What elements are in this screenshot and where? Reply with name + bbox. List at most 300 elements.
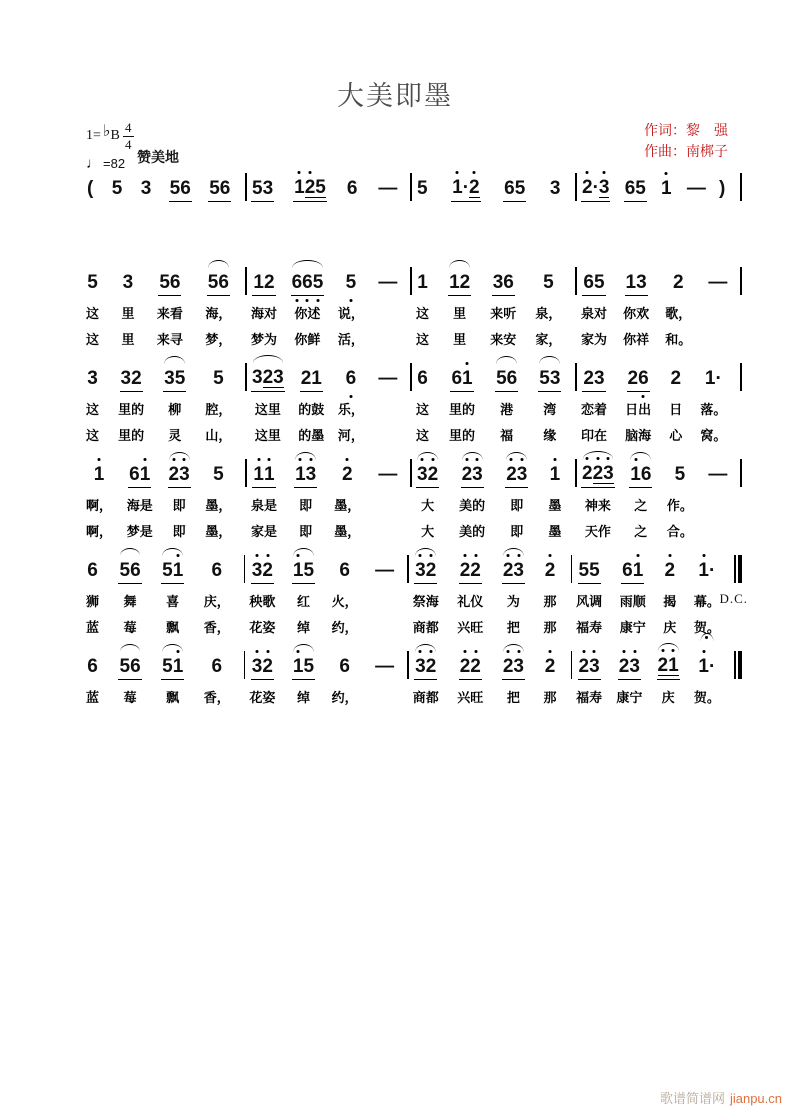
- lyric-syllable: [385, 302, 389, 326]
- note-digit: 2: [506, 464, 517, 485]
- lyric-syllable: 墨，: [334, 498, 361, 513]
- lyric-syllable: [715, 520, 719, 544]
- note-cell: [544, 650, 557, 680]
- note-digit: 6: [339, 656, 350, 677]
- lyric-syllable: 这: [86, 428, 100, 443]
- note-digit: 1: [139, 464, 151, 485]
- note-cell: [704, 362, 723, 392]
- measure: [245, 554, 407, 640]
- lyric-syllable: 海对: [251, 306, 278, 321]
- note-cell: [621, 554, 644, 584]
- note-digit: 3: [513, 560, 524, 581]
- note-digit: 5: [417, 178, 428, 199]
- final-barline: [734, 651, 742, 679]
- note-cell: [459, 650, 482, 680]
- slur-arc: [583, 451, 613, 459]
- note-column: [503, 172, 526, 202]
- composer-credit: 作曲：南梆子: [644, 143, 728, 159]
- note-group: [86, 179, 94, 202]
- note-cell: [672, 266, 685, 296]
- double-underline: [305, 178, 326, 198]
- lyric-syllable: 狮: [86, 594, 100, 609]
- note-digit: 5: [87, 272, 98, 293]
- measure: [247, 362, 410, 448]
- slur-arc: [120, 644, 141, 652]
- note-cell: [581, 172, 610, 202]
- augmentation-dot: ·: [592, 177, 599, 198]
- lyric-syllable: 港: [500, 402, 514, 417]
- measure: [82, 554, 244, 640]
- note-digit: 5: [345, 272, 357, 293]
- note-group: [718, 179, 726, 202]
- note-digit: 5: [213, 368, 224, 389]
- measure-columns: [572, 650, 734, 710]
- dash-glyph: —: [708, 464, 726, 485]
- note-digit: 5: [303, 560, 315, 581]
- note-cell: [292, 554, 315, 584]
- note-digit: 1: [632, 560, 644, 581]
- note-digit: 6: [129, 464, 140, 485]
- note-digit: 2: [664, 560, 676, 581]
- watermark-site: 歌谱简谱网: [659, 1091, 725, 1106]
- double-underline: [263, 368, 284, 388]
- note-digit: 1: [264, 464, 275, 485]
- note-group: [459, 657, 482, 680]
- slur-arc: [162, 548, 183, 556]
- note-cell: [505, 458, 528, 488]
- note-group: [86, 273, 99, 296]
- note-digit: 5: [213, 464, 224, 485]
- staff-system-5: [82, 554, 748, 640]
- note-digit: 1: [417, 272, 428, 293]
- lyric-syllable: 礼仪: [457, 594, 484, 609]
- measure-columns: [577, 266, 740, 352]
- note-cell: [660, 172, 673, 202]
- note-column: [294, 458, 317, 544]
- note-column: [86, 266, 99, 352]
- measure: [412, 266, 575, 352]
- note-digit: 6: [87, 560, 98, 581]
- lyric-syllable: 你欢: [623, 306, 650, 321]
- lyric-syllable: [382, 686, 386, 710]
- lyric-syllable: 这: [416, 428, 430, 443]
- note-group: [212, 369, 225, 392]
- lyric-syllable: 你鲜: [294, 332, 321, 347]
- double-underline: [658, 656, 679, 676]
- note-group: [93, 465, 106, 488]
- note-cell: [416, 458, 439, 488]
- lyric-syllable: 来听: [490, 306, 517, 321]
- note-group: [210, 657, 223, 680]
- note-cell: [86, 650, 99, 680]
- lyric-syllable: 家，: [535, 332, 562, 347]
- note-column: [338, 362, 364, 448]
- lyric-syllable: 庆，: [203, 594, 230, 609]
- dash-glyph: —: [375, 560, 393, 581]
- note-cell: [86, 266, 99, 296]
- note-digit: 6: [345, 368, 357, 389]
- measure-columns: [82, 266, 245, 352]
- note-cell: [169, 172, 192, 202]
- note-digit: 2: [544, 560, 556, 581]
- lyric-syllable: 约，: [331, 690, 358, 705]
- note-digit: 2: [470, 560, 481, 581]
- note-cell: [697, 554, 716, 584]
- lyric-syllable: 说，: [337, 306, 364, 321]
- lyric-syllable: 即: [510, 498, 524, 513]
- note-cell: [338, 650, 351, 680]
- note-cell: [416, 266, 429, 296]
- note-digit: 6: [211, 560, 223, 581]
- note-group: [629, 465, 652, 488]
- watermark-url: jianpu.cn: [729, 1091, 782, 1106]
- note-cell: [538, 362, 561, 392]
- note-digit: 5: [543, 272, 554, 293]
- note-digit: 1: [172, 656, 184, 677]
- lyric-syllable: 泉是: [251, 498, 278, 513]
- final-barline: [734, 555, 742, 583]
- note-group: [549, 179, 562, 202]
- note-digit: 1: [661, 178, 672, 199]
- note-group: [544, 561, 557, 584]
- measure-columns: [577, 458, 740, 544]
- note-cell: [338, 554, 351, 584]
- lyric-syllable: 合。: [666, 524, 693, 539]
- paren-glyph: ): [719, 178, 726, 199]
- dash-rest: [377, 179, 396, 202]
- note-digit: 5: [111, 178, 123, 199]
- note-digit: 1: [549, 464, 561, 485]
- note-column: [291, 266, 325, 352]
- lyric-syllable: 缘: [543, 428, 557, 443]
- note-cell: [414, 650, 437, 680]
- dash-glyph: —: [708, 272, 726, 293]
- dash-glyph: —: [686, 178, 704, 199]
- note-group: [542, 273, 555, 296]
- note-digit: 3: [415, 560, 426, 581]
- measure: [247, 266, 410, 352]
- lyric-syllable: 墨，: [205, 524, 232, 539]
- lyric-syllable: 印在: [581, 428, 608, 443]
- lyric-syllable: 这: [86, 402, 100, 417]
- lyric-syllable: 来看: [156, 306, 183, 321]
- note-digit: 6: [583, 272, 594, 293]
- note-column: [694, 554, 720, 640]
- note-digit: 2: [544, 656, 556, 677]
- note-column: [665, 266, 691, 352]
- note-column: [543, 650, 556, 710]
- note-column: [292, 650, 315, 710]
- note-group: [697, 657, 716, 680]
- note-digit: 6: [87, 656, 98, 677]
- lyric-syllable: 火，: [331, 594, 358, 609]
- note-column: [459, 458, 485, 544]
- note-group: [345, 273, 358, 296]
- note-column: [121, 266, 134, 352]
- note-digit: 2: [300, 368, 312, 389]
- note-group: [581, 464, 615, 488]
- note-digit: 3: [305, 464, 317, 485]
- end-barline: [740, 267, 742, 295]
- note-digit: 2: [262, 656, 273, 677]
- note-column: [413, 650, 439, 710]
- note-column: [127, 458, 153, 544]
- measure: [82, 266, 245, 352]
- note-digit: 6: [130, 656, 141, 677]
- lyric-syllable: 日出: [625, 402, 652, 417]
- lyric-syllable: 你述: [294, 306, 321, 321]
- note-cell: [377, 266, 396, 296]
- note-column: [543, 554, 556, 640]
- note-cell: [697, 650, 716, 680]
- lyric-syllable: 约，: [331, 620, 358, 635]
- note-column: [535, 266, 561, 352]
- note-digit: 2: [582, 177, 593, 198]
- measure: [412, 458, 575, 544]
- note-digit: 3: [262, 178, 274, 199]
- augmentation-dot: ·: [462, 177, 470, 198]
- lyric-syllable: 的墨: [298, 428, 325, 443]
- rest-column: [374, 554, 393, 640]
- note-cell: [629, 458, 652, 488]
- note-column: [490, 266, 516, 352]
- quarter-note-icon: ♩: [86, 155, 101, 172]
- final-barline-thin: [734, 651, 736, 679]
- note-group: [578, 561, 601, 584]
- lyric-syllable: 绰: [296, 620, 310, 635]
- note-digit: 2: [672, 272, 684, 293]
- lyric-syllable: 这: [86, 306, 100, 321]
- note-column: [505, 458, 528, 544]
- lyric-syllable: 这: [416, 306, 430, 321]
- note-cell: [416, 362, 429, 392]
- note-cell: [669, 362, 682, 392]
- note-digit: 6: [302, 272, 313, 293]
- note-cell: [657, 650, 680, 680]
- note-group: [448, 273, 471, 296]
- lyric-syllable: 幕。: [693, 594, 720, 609]
- note-column: [416, 458, 439, 544]
- note-column: [660, 172, 673, 202]
- note-digit: 5: [119, 656, 131, 677]
- note-column: [111, 172, 124, 202]
- lyric-syllable: 心: [669, 428, 683, 443]
- note-column: [205, 362, 231, 448]
- measure-columns: [247, 172, 410, 202]
- measure-columns: [247, 362, 410, 448]
- note-digit: 1: [449, 272, 460, 293]
- note-digit: 2: [627, 368, 639, 389]
- note-digit: 2: [425, 560, 437, 581]
- slur-arc: [293, 548, 314, 556]
- note-digit: 3: [251, 560, 263, 581]
- note-cell: [707, 458, 726, 488]
- page-title: 大美即墨: [337, 81, 453, 111]
- paren-glyph: (: [87, 178, 94, 199]
- dash-glyph: —: [378, 178, 396, 199]
- note-group: [416, 273, 429, 296]
- measure-columns: [577, 362, 740, 448]
- note-column: [502, 554, 525, 640]
- note-cell: [345, 266, 358, 296]
- note-column: [451, 172, 480, 202]
- note-group: [118, 657, 141, 680]
- note-digit: 2: [342, 464, 353, 485]
- note-cell: [291, 266, 325, 296]
- dash-glyph: —: [378, 464, 396, 485]
- lyric-syllable: 来安: [490, 332, 517, 347]
- note-group: [582, 369, 605, 392]
- slur-arc: [449, 260, 470, 268]
- dash-rest: [377, 369, 396, 392]
- slur-arc: [415, 644, 436, 652]
- note-column: [413, 554, 439, 640]
- lyric-syllable: 秧歌: [249, 594, 276, 609]
- lyric-syllable: 湾: [543, 402, 557, 417]
- measure: [409, 650, 571, 710]
- expression-marking: 赞美地: [137, 149, 179, 165]
- note-digit: 3: [273, 367, 284, 388]
- note-column: [163, 362, 186, 448]
- lyric-syllable: 海是: [126, 498, 153, 513]
- note-digit: 2: [459, 272, 471, 293]
- dash-glyph: —: [378, 272, 396, 293]
- note-cell: [542, 266, 555, 296]
- note-digit: 5: [303, 656, 315, 677]
- lyric-syllable: 兴旺: [457, 690, 484, 705]
- note-digit: 2: [304, 177, 316, 198]
- note-column: [623, 266, 649, 352]
- dash-rest: [707, 273, 726, 296]
- note-digit: 6: [506, 368, 518, 389]
- note-digit: 5: [207, 272, 219, 293]
- note-cell: [686, 172, 705, 202]
- note-digit: 5: [514, 178, 526, 199]
- note-digit: 2: [427, 464, 439, 485]
- note-digit: 2: [592, 463, 604, 484]
- note-column: [251, 362, 285, 448]
- note-group: [251, 179, 274, 202]
- lyricist-credit: 作词：黎 强: [644, 122, 728, 138]
- slur-arc: [539, 356, 560, 364]
- flat-icon: ♭: [102, 123, 111, 140]
- note-cell: [292, 650, 315, 680]
- lyric-syllable: 为: [506, 594, 520, 609]
- note-digit: 2: [670, 368, 682, 389]
- note-group: [674, 465, 687, 488]
- measure-columns: [247, 266, 410, 352]
- measure: [577, 266, 740, 352]
- note-cell: [208, 172, 231, 202]
- note-cell: [128, 458, 151, 488]
- note-digit: 5: [162, 560, 173, 581]
- note-digit: 2: [470, 656, 481, 677]
- note-digit: 3: [492, 272, 504, 293]
- note-cell: [140, 172, 153, 202]
- lyric-syllable: [385, 494, 389, 518]
- note-column: [624, 172, 647, 202]
- note-group: [207, 273, 230, 296]
- note-column: [292, 554, 315, 640]
- note-column: [86, 650, 99, 710]
- note-group: [118, 561, 141, 584]
- note-cell: [212, 362, 225, 392]
- note-column: [576, 554, 602, 640]
- note-group: [578, 657, 601, 680]
- note-digit: 6: [346, 178, 358, 199]
- measure: [82, 362, 245, 448]
- note-cell: [251, 362, 285, 392]
- note-cell: [86, 172, 94, 202]
- dash-rest: [374, 561, 393, 584]
- lyric-syllable: 即: [172, 524, 186, 539]
- note-digit: 2: [459, 656, 471, 677]
- lyric-syllable: [382, 590, 386, 614]
- note-digit: 3: [179, 464, 190, 485]
- lyric-syllable: 柳: [168, 402, 182, 417]
- lyric-syllable: 祭海: [412, 594, 439, 609]
- lyric-syllable: 梦是: [126, 524, 153, 539]
- lyric-syllable: 香，: [203, 690, 230, 705]
- note-group: [300, 369, 323, 392]
- note-digit: 6: [503, 272, 514, 293]
- note-cell: [161, 650, 184, 680]
- note-digit: 1: [295, 464, 306, 485]
- lyric-syllable: 墨，: [205, 498, 232, 513]
- note-digit: 3: [636, 272, 647, 293]
- note-digit: 6: [622, 560, 633, 581]
- note-group: [657, 656, 680, 680]
- lyric-syllable: 兴旺: [457, 620, 484, 635]
- note-digit: 6: [169, 272, 181, 293]
- measure: [82, 172, 245, 202]
- measure-columns: [82, 362, 245, 448]
- note-column: [663, 554, 676, 640]
- note-group: [163, 369, 186, 392]
- note-cell: [212, 458, 225, 488]
- measure-columns: [412, 172, 575, 202]
- note-digit: 1: [668, 655, 679, 676]
- note-group: [169, 179, 192, 202]
- note-digit: 3: [549, 178, 561, 199]
- note-column: [118, 650, 141, 710]
- note-digit: 3: [629, 656, 640, 677]
- note-cell: [93, 458, 106, 488]
- note-digit: 1: [462, 368, 473, 389]
- note-group: [582, 273, 605, 296]
- note-column: [457, 650, 483, 710]
- measure: [82, 650, 244, 710]
- note-column: [581, 362, 607, 448]
- note-column: [251, 172, 274, 202]
- note-cell: [503, 172, 526, 202]
- note-cell: [210, 650, 223, 680]
- lyric-syllable: 即: [299, 524, 313, 539]
- note-column: [449, 362, 475, 448]
- note-group: [158, 273, 181, 296]
- slur-arc: [253, 355, 283, 363]
- note-digit: 2: [657, 655, 669, 676]
- note-column: [169, 172, 192, 202]
- note-column: [205, 266, 231, 352]
- note-group: [544, 657, 557, 680]
- note-group: [293, 178, 327, 202]
- lyric-syllable: 福寿: [576, 620, 603, 635]
- slur-arc: [295, 452, 316, 460]
- measure-columns: [247, 458, 410, 544]
- note-cell: [86, 362, 99, 392]
- note-cell: [294, 458, 317, 488]
